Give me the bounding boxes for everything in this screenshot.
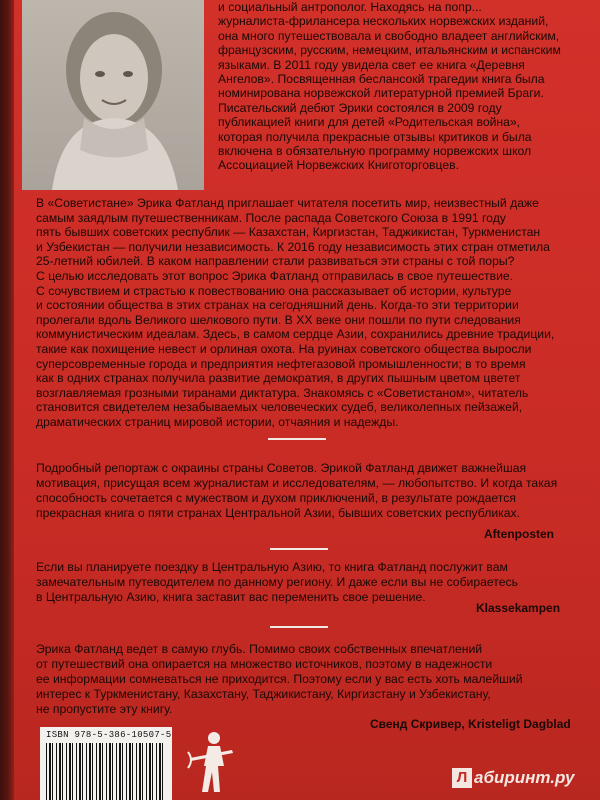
review-line: в Центральную Азию, книга заставит вас переменить свое решение.	[36, 590, 426, 604]
description-line: С сочувствием и страстью к повествованию она рассказывает об истории, культуре	[36, 283, 512, 298]
bio-line: языками. В 2011 году увидела свет ее книга «Деревня	[218, 57, 525, 72]
bio-line: она много путешествовала и свободно владеет английским,	[218, 28, 560, 43]
bio-line: Ассоциацией Норвежских Книготорговцев.	[218, 158, 459, 173]
description-line: пролегали вдоль Великого шелкового пути. В XX веке они пошли по пути следования	[36, 312, 521, 327]
description-line: самым заядлым путешественникам. После распада Советского Союза в 1991 году	[36, 210, 506, 225]
divider-3	[270, 626, 328, 628]
author-photo	[22, 0, 204, 190]
review-line: способность сочетается с мужеством и духом приключений, в результате рождается	[36, 491, 516, 505]
review-line: от путешествий она опирается на множество источников, поэтому в надежности	[36, 657, 493, 671]
bio-line: французским, русским, немецким, итальянским и испанским	[218, 43, 561, 58]
review-1	[36, 461, 596, 521]
book-description	[36, 196, 596, 430]
bio-line: Писательский дебют Эрики состоялся в 2009 году	[218, 100, 502, 115]
isbn-barcode-label	[40, 727, 172, 800]
review-line: интерес к Туркменистану, Казахстану, Таджикистану, Киргизстану и Узбекистану,	[36, 687, 491, 701]
description-line: В «Советистане» Эрика Фатланд приглашает читателя посетить мир, неизвестный даже	[36, 196, 539, 210]
review-line: Подробный репортаж с окраины страны Советов. Эрикой Фатланд движет важнейшая	[36, 461, 527, 475]
review-source-2: Klassekampen	[476, 601, 561, 615]
author-bio	[218, 0, 590, 173]
review-line: мотивация, присущая всем журналистам и исследователям, — любопытство. И когда такая	[36, 476, 558, 490]
bio-line: публикацией книги для детей «Родительская война»,	[218, 115, 521, 130]
review-line: Эрика Фатланд ведет в самую глубь. Помимо своих собственных впечатлений	[36, 642, 483, 656]
review-2	[36, 560, 596, 605]
description-line: возглавляемая грозными тиранами диктатура. Знакомясь с «Советистаном», читатель	[36, 385, 529, 400]
publisher-archer-logo-icon	[184, 728, 238, 798]
description-line: и состоянии общества в этих странах на сегодняшний день. Когда-то эти территории	[36, 298, 519, 313]
bio-line: номинирована норвежской литературной премией Браги.	[218, 86, 544, 101]
author-portrait-drawing	[22, 0, 204, 190]
description-line: 25-летний юбилей. В каком направлении стали развиваться эти страны с той поры?	[36, 254, 515, 269]
review-line: замечательным путеводителем по данному региону. И даже если вы не собираетесь	[36, 575, 518, 589]
description-line: драматических страниц мировой истории, отчаяния и надежды.	[36, 414, 399, 429]
description-line: как в одних странах получила развитие демократия, в других пышным цветом цветет	[36, 371, 521, 386]
description-line: такие как похищение невест и орлиная охота. На руинах советского общества выросли	[36, 341, 532, 356]
description-line: коммунистическим идеалам. Здесь, в самом сердце Азии, сохранились древние традиции,	[36, 327, 555, 342]
review-line: Если вы планируете поездку в Центральную Азию, то книга Фатланд послужит вам	[36, 560, 508, 574]
bio-line: и социальный антрополог. Находясь на попр...	[218, 0, 482, 14]
labirint-watermark: абиринт.ру	[474, 768, 575, 787]
description-line: С целью исследовать этот вопрос Эрика Фатланд отправилась в свое путешествие.	[36, 268, 514, 283]
bio-line: Ангелов». Посвященная беслансокй трагедии книга была	[218, 72, 545, 87]
divider-2	[270, 548, 328, 550]
review-source-3: Свенд Скривер, Kristeligt Dagblad	[370, 717, 571, 731]
description-line: становится свидетелем незабываемых человеческих судеб, великолепных пейзажей,	[36, 400, 523, 415]
review-line: прекрасная книга о пяти странах Центральной Азии, бывших советских республиках.	[36, 506, 520, 520]
bio-line: которая получила прекрасные отзывы критиков и была	[218, 129, 532, 144]
review-source-1: Aftenposten	[484, 527, 554, 541]
review-line: ее информации сомневаться не приходится. Поэтому если у вас есть хоть малейший	[36, 672, 523, 686]
bio-line: включена в обязательную программу норвежских школ	[218, 144, 532, 159]
bio-line: журналиста-фрилансера нескольких норвежских изданий,	[218, 14, 549, 29]
isbn-number: ISBN 978-5-386-10507-5	[46, 730, 172, 740]
divider-1	[268, 438, 326, 440]
description-line: суперсовременные города и предприятия нефтегазовой промышленности; в то время	[36, 356, 526, 371]
description-line: пять бывших советских республик — Казахстан, Киргизстан, Таджикистан, Туркменистан	[36, 225, 541, 240]
review-3	[36, 642, 596, 717]
description-line: и Узбекистан — получили независимость. К 2016 году независимость этих стран отметила	[36, 239, 550, 254]
barcode	[46, 743, 166, 800]
review-line: не пропустите эту книгу.	[36, 702, 173, 716]
labirint-logo-mark: Л	[452, 768, 472, 788]
